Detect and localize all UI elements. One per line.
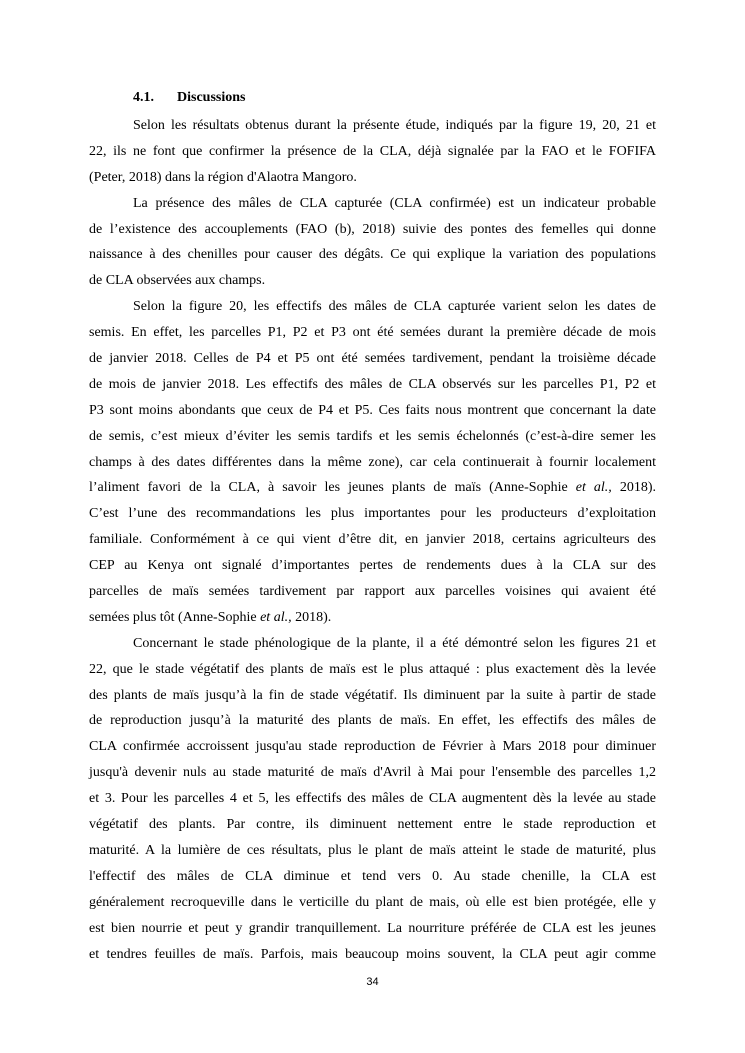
section-number: 4.1.: [133, 90, 154, 105]
text-line: [89, 657, 656, 683]
text-line: [89, 424, 656, 450]
text-segment: champs à des dates différentes dans la même zone), car cela continuerait à fournir localement: [89, 454, 656, 470]
text-line: [89, 320, 656, 346]
text-segment: généralement recroqueville dans le verticille du plant de mais, où elle est bien protégée, elle y: [89, 894, 656, 910]
text-segment: jusqu'à devenir nuls au stade maturité de maïs d'Avril à Mai pour l'ensemble des parcelles 1,2: [89, 765, 656, 781]
text-segment: semées plus tôt (Anne-Sophie: [89, 609, 261, 625]
text-line: [89, 553, 656, 579]
text-line: [89, 916, 656, 942]
text-segment: l’aliment favori de la CLA, à savoir les jeunes plants de maïs (Anne-Sophie: [89, 480, 576, 496]
text-line: [89, 864, 656, 890]
discussion-body: [89, 113, 656, 967]
text-segment: des plants de maïs jusqu’à la fin de stade végétatif. Ils diminuent par la suite à partir de stade: [89, 687, 656, 703]
text-segment: parcelles de maïs semées tardivement par rapport aux parcelles voisines qui avaient été: [89, 584, 656, 600]
text-segment: 22, que le stade végétatif des plants de maïs est le plus attaqué : plus exactement dès la levée: [89, 661, 656, 677]
text-segment: La présence des mâles de CLA capturée (CLA confirmée) est un indicateur probable: [133, 195, 656, 211]
text-line: [89, 890, 656, 916]
text-segment: CLA confirmée accroissent jusqu'au stade reproduction de Février à Mars 2018 pour diminuer: [89, 739, 656, 755]
text-segment: végétatif des plants. Par contre, ils diminuent nettement entre le stade reproduction et: [89, 817, 656, 833]
text-segment: de l’existence des accouplements (FAO (b), 2018) suivie des pontes des femelles qui donne: [89, 221, 656, 237]
text-line: [89, 760, 656, 786]
text-segment: de janvier 2018. Celles de P4 et P5 ont été semées tardivement, pendant la troisième décade: [89, 351, 656, 367]
text-line: [89, 165, 656, 191]
page-number: 34: [366, 976, 379, 988]
text-segment: P3 sont moins abondants que ceux de P4 et P5. Ces faits nous montrent que concernant la date: [89, 402, 656, 418]
text-segment: C’est l’une des recommandations les plus importantes pour les producteurs d’exploitation: [89, 506, 656, 522]
text-line: [89, 579, 656, 605]
text-segment: (Peter, 2018) dans la région d'Alaotra Mangoro.: [89, 169, 357, 185]
text-segment: Selon la figure 20, les effectifs des mâles de CLA capturée varient selon les dates de: [133, 299, 656, 315]
text-line: [89, 139, 656, 165]
text-segment: et tendres feuilles de maïs. Parfois, mais beaucoup moins souvent, la CLA peut agir comme: [89, 946, 656, 962]
text-line: [89, 398, 656, 424]
text-segment: semis. En effet, les parcelles P1, P2 et P3 ont été semées durant la première décade de mois: [89, 325, 656, 341]
text-segment: maturité. A la lumière de ces résultats, plus le plant de maïs atteint le stade de maturité, plus: [89, 842, 656, 858]
text-line: [89, 346, 656, 372]
text-line: [89, 217, 656, 243]
text-segment: de reproduction jusqu’à la maturité des plants de maïs. En effet, les effectifs des mâles de: [89, 713, 656, 729]
text-segment: de semis, c’est mieux d’éviter les semis tardifs et les semis échelonnés (c’est-à-dire semer les: [89, 428, 656, 444]
text-segment: familiale. Conformément à ce qui vient d’être dit, en janvier 2018, certains agriculteurs des: [89, 532, 656, 548]
citation-et-al: et al.,: [575, 480, 612, 496]
text-line: [89, 501, 656, 527]
text-line: [89, 191, 656, 217]
text-line: [89, 734, 656, 760]
text-line: [89, 631, 656, 657]
text-segment: de mois de janvier 2018. Les effectifs des mâles de CLA observés sur les parcelles P1, P2 et: [89, 376, 656, 392]
citation-et-al: et al.,: [260, 609, 292, 625]
text-line: [89, 113, 656, 139]
text-segment: CEP au Kenya ont signalé d’importantes pertes de rendements dues à la CLA sur des: [89, 558, 656, 574]
text-line: [89, 838, 656, 864]
text-segment: l'effectif des mâles de CLA diminue et tend vers 0. Au stade chenille, la CLA est: [89, 868, 656, 884]
text-line: [89, 786, 656, 812]
section-heading: [133, 88, 245, 108]
text-line: [89, 268, 656, 294]
text-line: [89, 242, 656, 268]
text-segment: et 3. Pour les parcelles 4 et 5, les effectifs des mâles de CLA augmentent dès la levée au stade: [89, 791, 656, 807]
text-line: [89, 527, 656, 553]
text-line: [89, 683, 656, 709]
text-line: [89, 475, 656, 501]
text-line: [89, 708, 656, 734]
text-line: [89, 294, 656, 320]
text-segment: 2018).: [291, 609, 332, 625]
text-segment: 2018).: [611, 480, 656, 496]
text-segment: naissance à des chenilles pour causer des dégâts. Ce qui explique la variation des populations: [89, 247, 656, 263]
text-segment: de CLA observées aux champs.: [89, 273, 266, 289]
section-title: Discussions: [177, 90, 246, 105]
text-segment: Concernant le stade phénologique de la plante, il a été démontré selon les figures 21 et: [133, 635, 656, 651]
text-segment: 22, ils ne font que confirmer la présence de la CLA, déjà signalée par la FAO et le FOFIFA: [89, 143, 656, 159]
text-line: [89, 605, 656, 631]
text-line: [89, 372, 656, 398]
text-line: [89, 812, 656, 838]
text-line: [89, 450, 656, 476]
text-line: [89, 942, 656, 968]
text-segment: Selon les résultats obtenus durant la présente étude, indiqués par la figure 19, 20, 21 et: [133, 118, 656, 133]
text-segment: est bien nourrie et peut y grandir tranquillement. La nourriture préférée de CLA est les jeunes: [89, 920, 656, 936]
